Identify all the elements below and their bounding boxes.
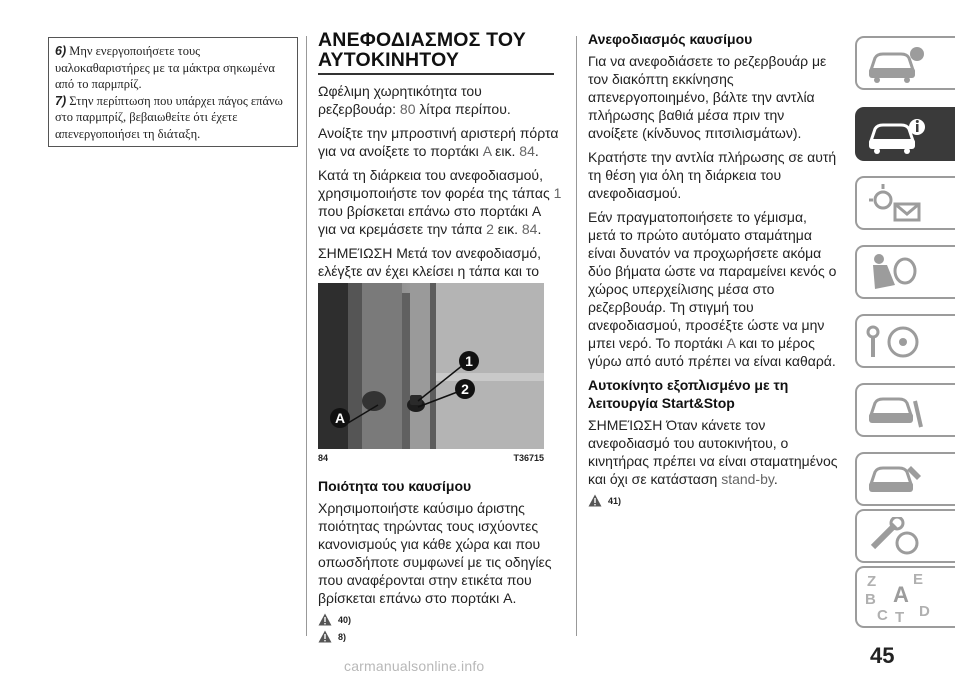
section-heading: ΑΝΕΦΟΔΙΑΣΜΟΣ ΤΟΥ ΑΥΤΟΚΙΝΗΤΟΥ bbox=[318, 30, 554, 75]
cap-holder-paragraph: Κατά τη διάρκεια του ανεφοδιασμού, χρησιμοποιήστε τον φορέα της τάπας 1 που βρίσκεται επάνω στο πορτάκι A για να κρεμάσετε την τάπα 2 εικ. 84. bbox=[318, 167, 562, 237]
filling-paragraph-3: Εάν πραγματοποιήσετε το γέμισμα, μετά το πρώτο αυτόματο σταμάτημα είναι δυνατόν να προχωρήσετε ακόμα δύο βήματα ώστε να παραμείνει κενός ο χώρος υπερχείλισης μέσα στο ρεζερβουάρ. Τη στιγμή του ανεφοδιασμού, προσέξτε ώστε να μην μπει νερό. Το πορτάκι A και το μέρος γύρω από αυτό πρέπει να είναι καθαρά. bbox=[588, 209, 837, 369]
fuel-filling-column bbox=[588, 30, 838, 511]
index-letter-c: C bbox=[877, 607, 888, 624]
fuel-door-photo bbox=[318, 283, 544, 449]
tab-car-info-active[interactable] bbox=[855, 107, 955, 161]
airbag-seat-icon bbox=[865, 253, 925, 293]
index-letter-t: T bbox=[895, 609, 905, 624]
note-item-6: 6) Μην ενεργοποιήσετε τους υαλοκαθαριστήρες με τα μάκτρα σηκωμένα από το παρμπρίζ. bbox=[55, 44, 275, 91]
index-letter-d: D bbox=[919, 603, 930, 620]
filling-paragraph-1: Για να ανεφοδιάσετε το ρεζερβουάρ με τον διακόπτη εκκίνησης απενεργοποιημένο, βάλτε την αντλία πλήρωσης βαθιά μέσα πριν την ανοίξετε (κίνδυνος πιτσιλισμάτων). bbox=[588, 53, 827, 141]
notes-box bbox=[48, 37, 298, 147]
open-door-paragraph: Ανοίξτε την μπροστινή αριστερή πόρτα για να ανοίξετε το πορτάκι A εικ. 84. bbox=[318, 125, 559, 159]
start-stop-heading: Αυτοκίνητο εξοπλισμένο με τη λειτουργία Start&Stop bbox=[588, 377, 789, 411]
warning-triangle-icon bbox=[588, 494, 602, 507]
tab-driving[interactable] bbox=[855, 314, 955, 368]
specs-wrench-icon bbox=[865, 517, 925, 557]
index-letter-z: Z bbox=[867, 573, 877, 590]
tab-specs[interactable] bbox=[855, 509, 955, 563]
warning-ref-8: 8) bbox=[318, 630, 562, 643]
index-letter-a: A bbox=[893, 582, 909, 607]
column-divider-left bbox=[306, 36, 307, 636]
figure-label-1: 1 bbox=[465, 353, 473, 369]
column-divider-right bbox=[576, 36, 577, 636]
car-maintenance-icon bbox=[865, 460, 925, 500]
car-info-icon bbox=[865, 115, 925, 155]
tab-warning-lights[interactable] bbox=[855, 176, 955, 230]
figure-label-2: 2 bbox=[461, 381, 469, 397]
car-info-icon bbox=[865, 44, 925, 84]
note-item-7: 7) Στην περίπτωση που υπάρχει πάγος επάνω στο παρμπρίζ, βεβαιωθείτε ότι έχετε απενεργοποιήσει τη διάταξη. bbox=[55, 93, 283, 141]
capacity-paragraph: Ωφέλιμη χωρητικότητα του ρεζερβουάρ: 80 λίτρα περίπου. bbox=[318, 83, 511, 117]
warning-triangle-icon bbox=[318, 613, 332, 626]
page-number: 45 bbox=[870, 643, 895, 668]
figure-label-a: A bbox=[335, 410, 346, 426]
figure-number: 84 bbox=[318, 453, 329, 463]
warning-ref-41: 41) bbox=[588, 494, 838, 507]
refueling-column bbox=[318, 30, 562, 304]
tab-emergency[interactable] bbox=[855, 383, 955, 437]
fuel-quality-paragraph: Χρησιμοποιήστε καύσιμο άριστης ποιότητας τηρώντας τους ισχύοντες κανονισμούς για κάθε χώρα και που οπωσδήποτε συμφωνεί με τις οδηγίες που αναφέρονται στην ετικέτα που βρίσκεται επάνω στο πορτάκι A. bbox=[318, 500, 552, 606]
warning-triangle-icon bbox=[318, 630, 332, 643]
car-tools-icon bbox=[865, 391, 925, 431]
fuel-quality-heading: Ποιότητα του καυσίμου bbox=[318, 478, 472, 494]
figure-caption bbox=[318, 453, 544, 463]
tab-car-info[interactable] bbox=[855, 36, 955, 90]
index-letter-b: B bbox=[865, 591, 876, 608]
fuel-filling-heading: Ανεφοδιασμός καυσίμου bbox=[588, 31, 753, 47]
note-paragraph: ΣΗΜΕΊΩΣΗ Μετά τον ανεφοδιασμό, ελέγξτε αν έχει κλείσει η τάπα και το bbox=[318, 245, 542, 279]
warning-lights-icon bbox=[865, 184, 925, 224]
watermark: carmanualsonline.info bbox=[344, 658, 485, 674]
steering-key-icon bbox=[865, 322, 925, 362]
fuel-door-illustration bbox=[318, 283, 544, 449]
tab-maintenance[interactable] bbox=[855, 452, 955, 506]
alphabet-index-icon bbox=[863, 570, 943, 624]
tab-index[interactable] bbox=[855, 566, 955, 628]
figure-code: T36715 bbox=[513, 453, 544, 463]
tab-safety[interactable] bbox=[855, 245, 955, 299]
start-stop-paragraph: ΣΗΜΕΊΩΣΗ Όταν κάνετε τον ανεφοδιασμό του αυτοκινήτου, ο κινητήρας πρέπει να είναι σταματημένος και όχι σε κατάσταση stand-by. bbox=[588, 417, 838, 487]
fuel-quality-block bbox=[318, 477, 562, 647]
index-letter-e: E bbox=[913, 571, 924, 588]
filling-paragraph-2: Κρατήστε την αντλία πλήρωσης σε αυτή τη θέση για όλη τη διάρκεια του ανεφοδιασμού. bbox=[588, 149, 837, 201]
warning-ref-40: 40) bbox=[318, 613, 562, 626]
